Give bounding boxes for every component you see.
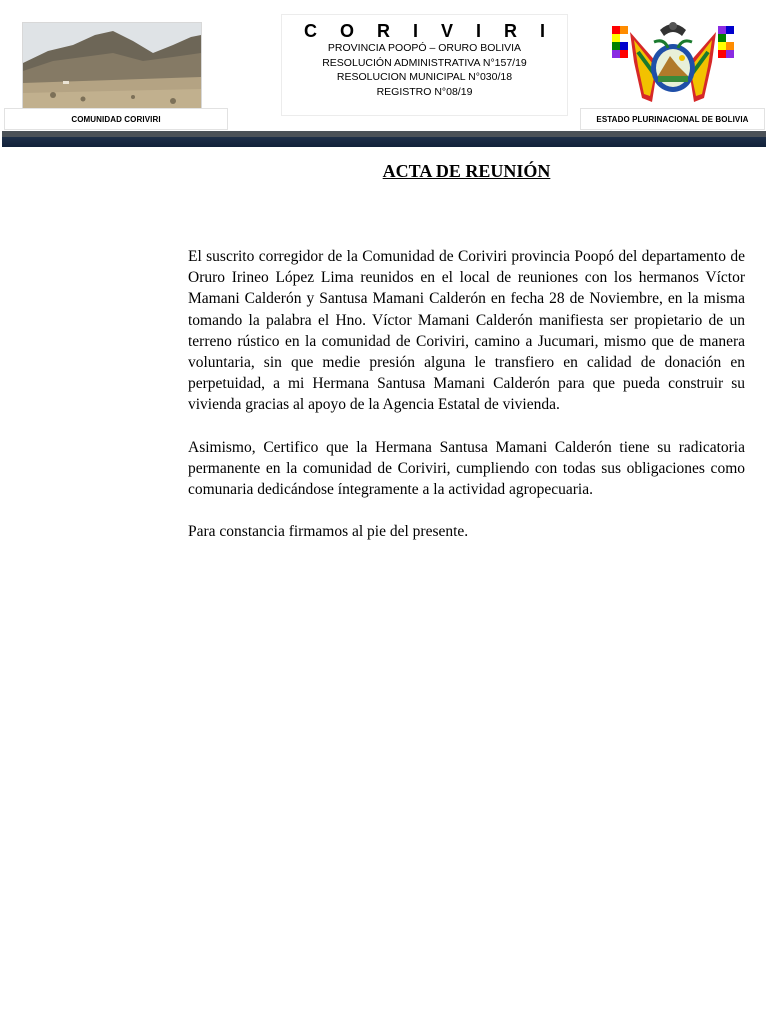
- letterhead: [281, 14, 568, 116]
- paragraph-closing: Para constancia firmamos al pie del presente.: [188, 523, 469, 541]
- paragraph-meeting: El suscrito corregidor de la Comunidad de Coriviri provincia Poopó del departamento de Oruro Irineo López Lima reunidos en el local de reuniones con los hermanos Víctor Mamani Calderón y Santusa Mamani Calderón en fecha 28 de Noviembre, en la misma tomando la palabra el Hno. Víctor Mamani Calderón manifiesta ser propietario de un terreno rústico en la comunidad de Coriviri, camino a Jucumari, mismo que de manera voluntaria, sin que medie presión alguna le transfiero en calidad de donación en perpetuidad, a mi Hermana Santusa Mamani Calderón para que pueda construir su vivienda gracias al apoyo de la Agencia Estatal de vivienda.: [188, 248, 745, 414]
- administrative-resolution: RESOLUCIÓN ADMINISTRATIVA N°157/19: [322, 56, 527, 69]
- document-title: ACTA DE REUNIÓN: [382, 161, 551, 181]
- photo-caption: COMUNIDAD CORIVIRI: [4, 108, 228, 130]
- community-landscape-photo: [22, 22, 202, 110]
- organization-name: C O R I V I R I: [303, 21, 554, 41]
- province-line: PROVINCIA POOPÓ – ORURO BOLIVIA: [327, 42, 522, 54]
- document-body: [188, 246, 745, 563]
- emblem-caption: ESTADO PLURINACIONAL DE BOLIVIA: [580, 108, 765, 130]
- paragraph-certification: Asimismo, Certifico que la Hermana Santusa Mamani Calderón tiene su radicatoria permanente en la comunidad de Coriviri, cumpliendo con todas sus obligaciones como comunaria dedicándose íntegramente a la actividad agropecuaria.: [188, 438, 745, 499]
- wiphala-flag-left: [612, 26, 628, 58]
- municipal-resolution: RESOLUCION MUNICIPAL N°030/18: [336, 71, 513, 83]
- bolivia-coat-of-arms: [612, 12, 734, 106]
- registration-number: REGISTRO N°08/19: [376, 85, 473, 98]
- header-divider-band: [2, 137, 766, 147]
- wiphala-flag-right: [718, 26, 734, 58]
